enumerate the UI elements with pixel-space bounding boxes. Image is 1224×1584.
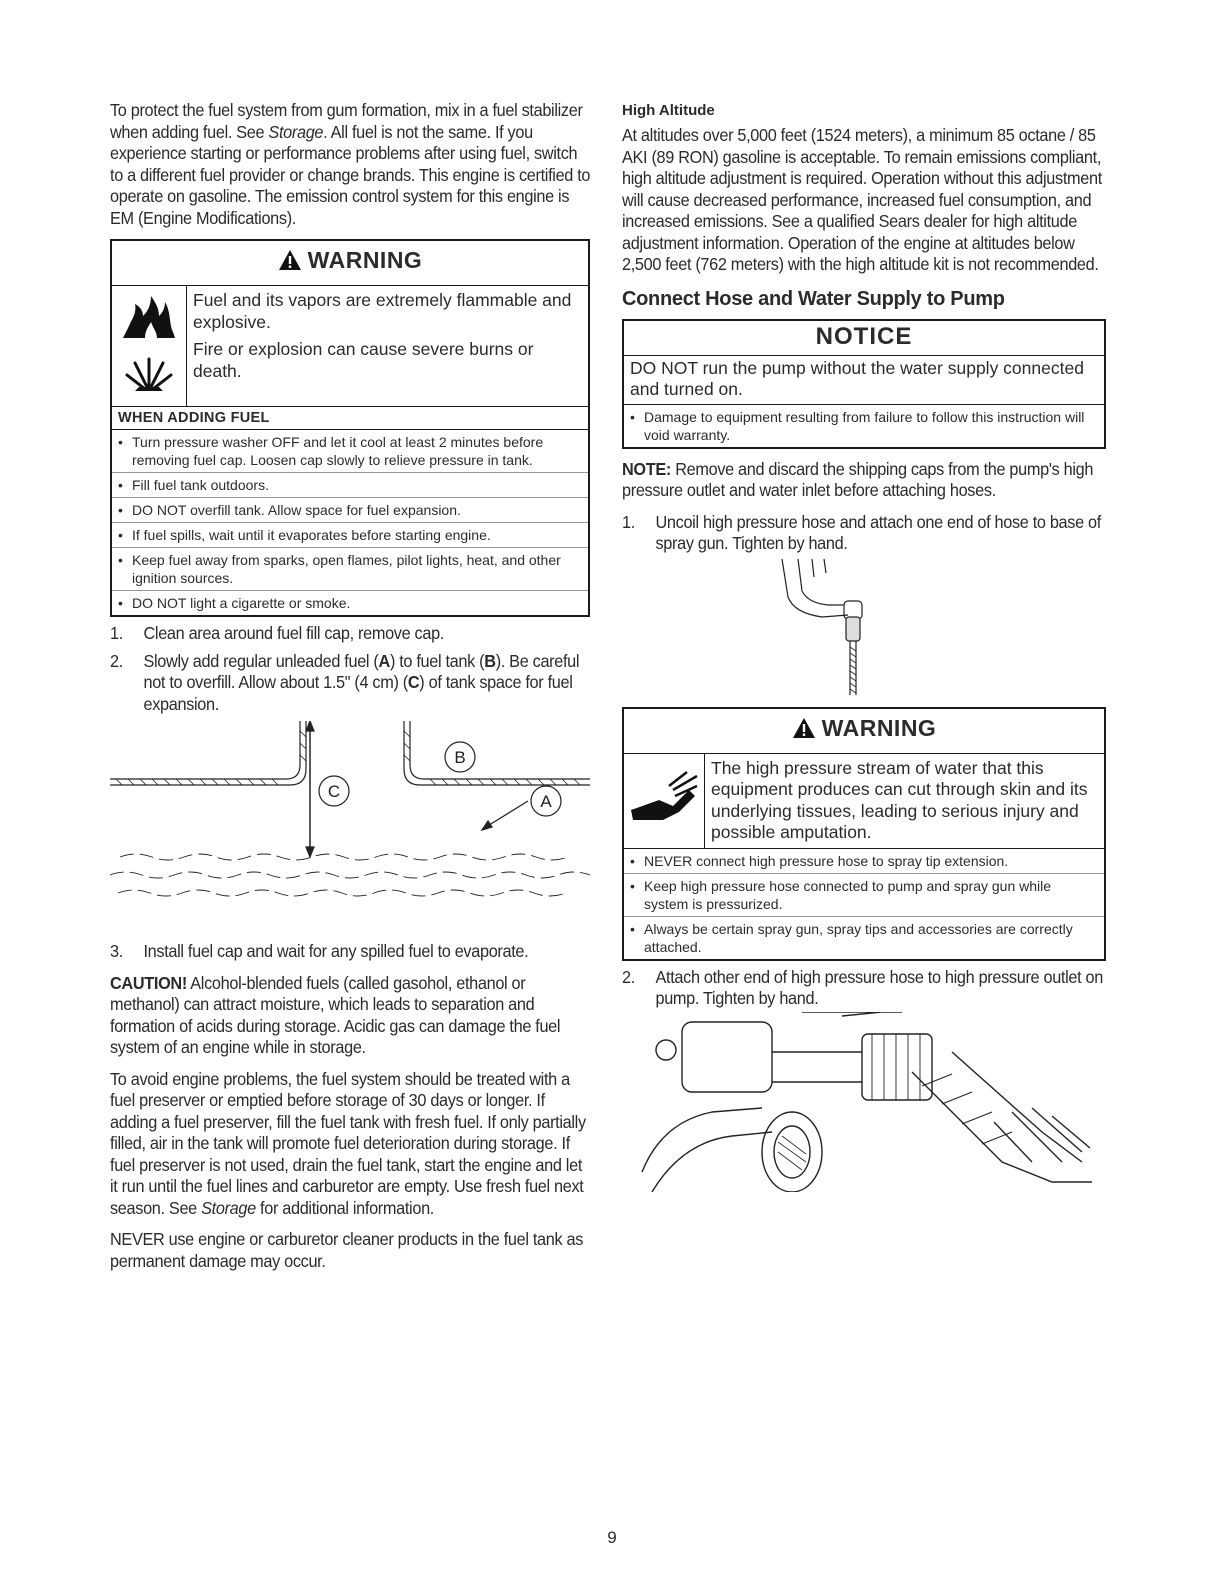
list-item: • NEVER connect high pressure hose to spray tip extension. <box>624 849 1104 874</box>
hazard-text: The high pressure stream of water that this equipment produces can cut through skin and its underlying tissues, leading to serious injury and possible amputation. <box>711 757 1088 842</box>
hazard-row <box>112 286 588 407</box>
caution-paragraph: CAUTION! Alcohol-blended fuels (called gasohol, ethanol or methanol) can attract moisture, which leads to separation and formation of acids during storage. Acidic gas can damage the fuel system of an engine while in storage. <box>110 972 561 1057</box>
left-column <box>110 100 590 1282</box>
spray-gun-hose-diagram <box>622 557 1106 697</box>
note-label: NOTE: <box>622 458 672 479</box>
step-2: 2. Slowly add regular unleaded fuel (A) to fuel tank (B). Be careful not to overfill. Allow about 1.5" (4 cm) (C) of tank space for fuel expansion. <box>110 650 580 714</box>
hazard-text: Fuel and its vapors are extremely flammable and explosive. Fire or explosion can cause severe burns or death. <box>193 290 572 381</box>
fuel-warning-box <box>110 239 590 617</box>
list-item: • DO NOT overfill tank. Allow space for fuel expansion. <box>112 498 588 523</box>
list-item: • Always be certain spray gun, spray tips and accessories are correctly attached. <box>624 917 1104 959</box>
fuel-warning-list <box>112 430 588 615</box>
list-item: • If fuel spills, wait until it evaporates before starting engine. <box>112 523 588 548</box>
notice-box <box>622 319 1106 449</box>
pump-outlet-diagram <box>622 1012 1092 1192</box>
avoid-problems-paragraph: To avoid engine problems, the fuel system should be treated with a fuel preserver or emptied before storage of 30 days or longer. If adding a fuel preserver, fill the fuel tank with fresh fuel. If only partially filled, air in the tank will promote fuel deterioration during storage. If fuel preserver is not used, drain the fuel tank, start the engine and let it run until the fuel lines and carburetor are empty. Use fresh fuel next season. See Storage for additional information. <box>110 1068 586 1218</box>
hazard-icons <box>112 286 187 406</box>
fuel-steps <box>110 623 592 715</box>
storage-reference: Storage <box>268 121 324 142</box>
label-b: B <box>454 748 466 767</box>
explosion-icon <box>121 353 177 398</box>
step-3: 3. Install fuel cap and wait for any spilled fuel to evaporate. <box>110 941 529 961</box>
page-number: 9 <box>607 1528 617 1547</box>
hazard-row <box>624 754 1104 849</box>
warning-title: WARNING <box>624 709 1104 754</box>
warning-triangle-icon <box>278 249 302 277</box>
section-heading: Connect Hose and Water Supply to Pump <box>622 287 1005 310</box>
list-item: • Keep high pressure hose connected to pump and spray gun while system is pressurized. <box>624 874 1104 917</box>
hazard-icons <box>624 754 705 848</box>
step-1: 1. Clean area around fuel fill cap, remove cap. <box>110 623 444 643</box>
fuel-tank-diagram <box>110 721 590 941</box>
list-item: • DO NOT light a cigarette or smoke. <box>112 591 588 615</box>
hose-step-1: 1. Uncoil high pressure hose and attach one end of hose to base of spray gun. Tighten by hand. <box>622 511 1101 553</box>
high-pressure-warning-box <box>622 707 1106 961</box>
caution-label: CAUTION! <box>110 972 187 993</box>
list-item: • Damage to equipment resulting from failure to follow this instruction will void warranty. <box>624 405 1104 447</box>
list-item: • Turn pressure washer OFF and let it cool at least 2 minutes before removing fuel cap. Loosen cap slowly to relieve pressure in tank. <box>112 430 588 473</box>
intro-paragraph: To protect the fuel system from gum formation, mix in a fuel stabilizer when adding fuel. See Storage. All fuel is not the same. If you experience starting or performance problems after using fuel, switch to a different fuel provider or change brands. This engine is certified to operate on gasoline. The emission control system for this engine is EM (Engine Modifications). <box>110 100 591 228</box>
high-pressure-warning-list <box>624 849 1104 959</box>
list-item: • Keep fuel away from sparks, open flames, pilot lights, heat, and other ignition sources. <box>112 548 588 591</box>
notice-text: DO NOT run the pump without the water supply connected and turned on. <box>624 356 1104 405</box>
laceration-icon <box>629 770 699 831</box>
never-paragraph: NEVER use engine or carburetor cleaner products in the fuel tank as permanent damage may occur. <box>110 1229 584 1271</box>
warning-title: WARNING <box>112 241 588 286</box>
hose-step-2: 2. Attach other end of high pressure hose to high pressure outlet on pump. Tighten by hand. <box>622 966 1103 1008</box>
right-column <box>622 100 1106 1192</box>
high-altitude-text: At altitudes over 5,000 feet (1524 meters), a minimum 85 octane / 85 AKI (89 RON) gasoline is acceptable. To remain emissions compliant, high altitude adjustment is required. Operation without this adjustment will cause decreased performance, increased fuel consumption, and increased emissions. See a qualified Sears dealer for high altitude adjustment information. Operation of the engine at altitudes below 2,500 feet (762 meters) with the high altitude kit is not recommended. <box>622 125 1102 274</box>
list-item: • Fill fuel tank outdoors. <box>112 473 588 498</box>
high-altitude-heading: High Altitude <box>622 102 715 119</box>
when-adding-fuel-heading: WHEN ADDING FUEL <box>112 407 588 430</box>
notice-title: NOTICE <box>624 321 1104 356</box>
label-c: C <box>327 782 341 801</box>
fire-icon <box>119 294 179 345</box>
label-a: A <box>540 792 552 811</box>
warning-triangle-icon <box>792 717 816 745</box>
note-paragraph: NOTE: Remove and discard the shipping caps from the pump's high pressure outlet and water inlet before attaching hoses. <box>622 458 1094 500</box>
